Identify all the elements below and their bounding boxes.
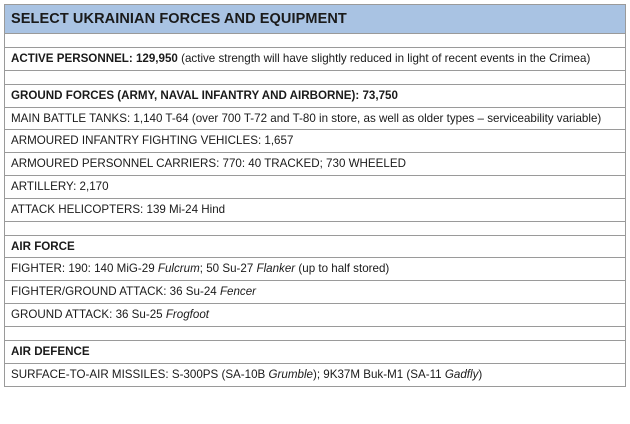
forces-table: [4, 4, 626, 387]
fighter-ground-name: Fencer: [219, 285, 257, 299]
sam-name-1: Grumble: [268, 367, 313, 381]
personnel-carriers-row: ARMOURED PERSONNEL CARRIERS: 770: 40 TRACKED; 730 WHEELED: [5, 153, 625, 176]
spacer-row: [5, 71, 625, 85]
fighter-row: [5, 258, 625, 281]
fighter-text-3: (up to half stored): [295, 262, 390, 276]
main-battle-tanks-row: MAIN BATTLE TANKS: 1,140 T-64 (over 700 T-72 and T-80 in store, as well as older types – serviceability variable): [5, 108, 625, 131]
fighter-name-2: Flanker: [256, 262, 296, 276]
fighter-text: FIGHTER: 190: 140 MiG-29: [11, 262, 158, 276]
sam-text-2: ); 9K37M Buk-M1 (SA-11: [312, 367, 445, 381]
air-force-heading: AIR FORCE: [5, 236, 625, 259]
spacer-row: [5, 34, 625, 48]
fighter-name-1: Fulcrum: [157, 262, 200, 276]
active-personnel-row: [5, 48, 625, 71]
sam-row: [5, 364, 625, 387]
fighter-text-2: ; 50 Su-27: [199, 262, 257, 276]
infantry-fighting-vehicles-row: ARMOURED INFANTRY FIGHTING VEHICLES: 1,657: [5, 130, 625, 153]
artillery-row: ARTILLERY: 2,170: [5, 176, 625, 199]
active-personnel-note: (active strength will have slightly reduced in light of recent events in the Crimea): [177, 52, 591, 65]
sam-text-3: ): [478, 367, 483, 381]
spacer-row: [5, 327, 625, 341]
ground-forces-heading: GROUND FORCES (ARMY, NAVAL INFANTRY AND AIRBORNE): 73,750: [5, 85, 625, 108]
fighter-ground-text: FIGHTER/GROUND ATTACK: 36 Su-24: [11, 285, 220, 299]
ground-attack-text: GROUND ATTACK: 36 Su-25: [11, 307, 166, 321]
sam-name-2: Gadfly: [444, 367, 479, 381]
table-title: SELECT UKRAINIAN FORCES AND EQUIPMENT: [5, 5, 625, 34]
attack-helicopters-row: ATTACK HELICOPTERS: 139 Mi-24 Hind: [5, 199, 625, 222]
air-defence-heading: AIR DEFENCE: [5, 341, 625, 364]
ground-attack-name: Frogfoot: [165, 307, 210, 321]
active-personnel-label: ACTIVE PERSONNEL: 129,950: [11, 52, 178, 65]
ground-attack-row: [5, 304, 625, 327]
sam-text: SURFACE-TO-AIR MISSILES: S-300PS (SA-10B: [11, 367, 269, 381]
spacer-row: [5, 222, 625, 236]
fighter-ground-attack-row: [5, 281, 625, 304]
